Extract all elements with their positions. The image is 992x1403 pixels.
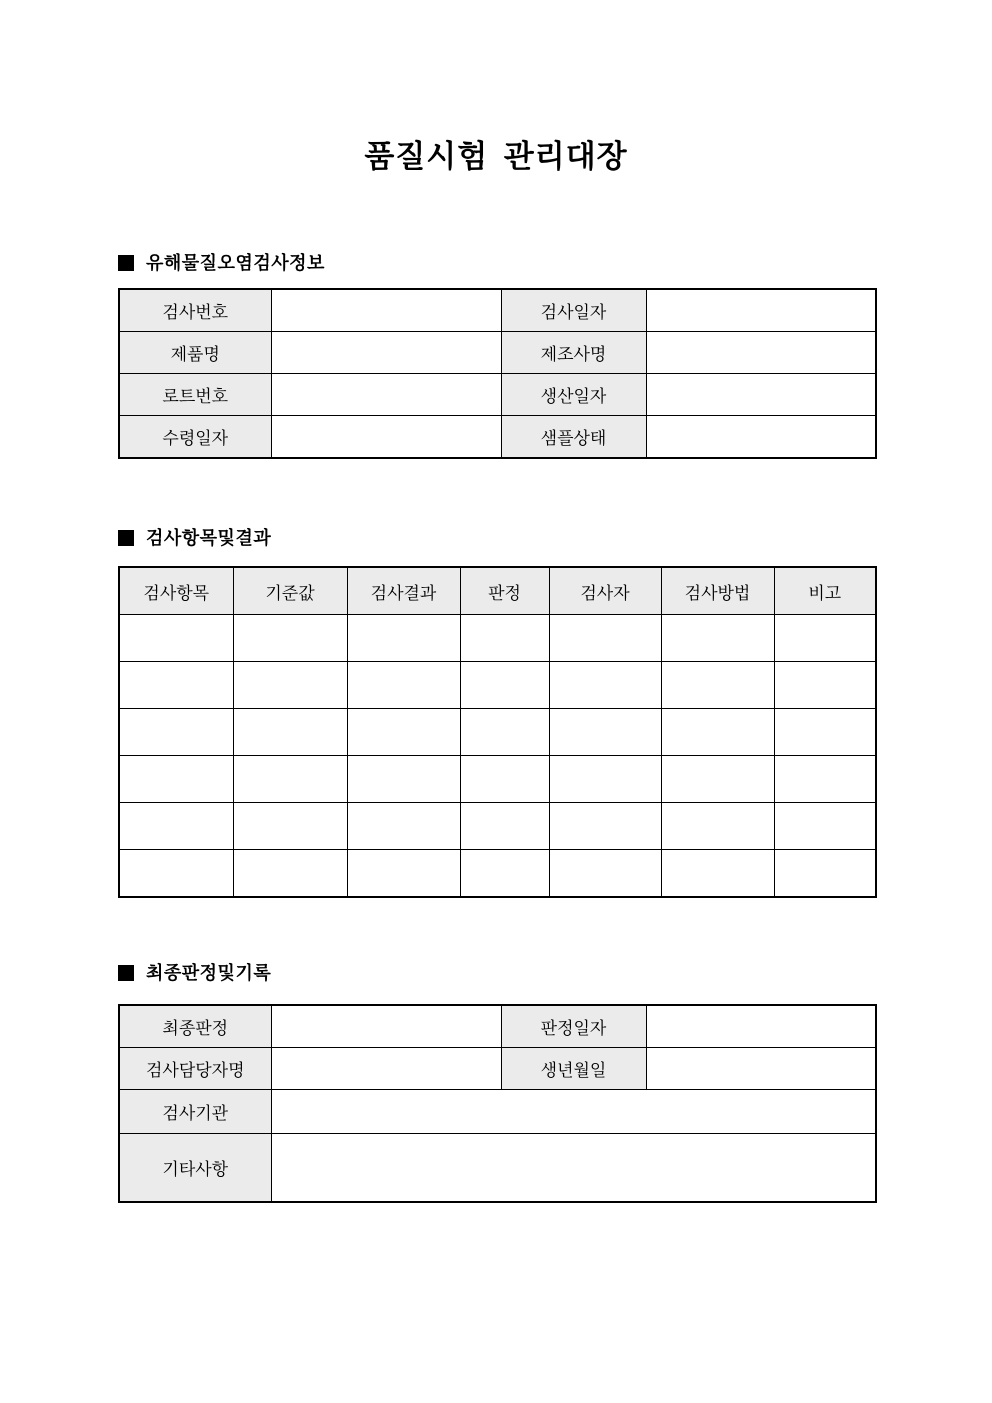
result-cell[interactable] — [347, 662, 460, 709]
result-cell[interactable] — [119, 756, 233, 803]
final-judgment-value-cell[interactable] — [271, 1005, 501, 1048]
result-cell[interactable] — [233, 709, 347, 756]
result-cell[interactable] — [233, 615, 347, 662]
square-bullet-icon — [118, 530, 134, 546]
table-row — [119, 332, 876, 374]
result-cell[interactable] — [233, 803, 347, 850]
column-header-inspector: 검사자 — [549, 567, 661, 615]
result-cell[interactable] — [347, 709, 460, 756]
result-cell[interactable] — [233, 662, 347, 709]
lot-number-value-cell[interactable] — [271, 374, 501, 416]
section-heading-final-judgment — [118, 962, 271, 984]
result-cell[interactable] — [661, 850, 774, 898]
manufacturer-name-label: 제조사명 — [501, 332, 646, 374]
result-cell[interactable] — [549, 709, 661, 756]
column-header-judgment: 판정 — [460, 567, 549, 615]
result-cell[interactable] — [661, 756, 774, 803]
result-cell[interactable] — [119, 662, 233, 709]
result-cell[interactable] — [774, 850, 876, 898]
table-row — [119, 662, 876, 709]
column-header-inspection-method: 검사방법 — [661, 567, 774, 615]
result-cell[interactable] — [460, 615, 549, 662]
square-bullet-icon — [118, 255, 134, 271]
table-row — [119, 1048, 876, 1090]
birth-date-value-cell[interactable] — [646, 1048, 876, 1090]
column-header-remarks: 비고 — [774, 567, 876, 615]
result-cell[interactable] — [774, 756, 876, 803]
product-name-value-cell[interactable] — [271, 332, 501, 374]
result-cell[interactable] — [460, 756, 549, 803]
result-cell[interactable] — [119, 615, 233, 662]
inspector-name-value-cell[interactable] — [271, 1048, 501, 1090]
result-cell[interactable] — [119, 850, 233, 898]
section-heading-inspection-results — [118, 527, 271, 549]
judgment-date-value-cell[interactable] — [646, 1005, 876, 1048]
result-cell[interactable] — [549, 756, 661, 803]
result-cell[interactable] — [119, 803, 233, 850]
table-row — [119, 1005, 876, 1048]
inspection-number-label: 검사번호 — [119, 289, 271, 332]
lot-number-label: 로트번호 — [119, 374, 271, 416]
result-cell[interactable] — [119, 709, 233, 756]
inspection-date-value-cell[interactable] — [646, 289, 876, 332]
result-cell[interactable] — [549, 615, 661, 662]
manufacturer-name-value-cell[interactable] — [646, 332, 876, 374]
production-date-value-cell[interactable] — [646, 374, 876, 416]
result-cell[interactable] — [661, 615, 774, 662]
results-header-row — [119, 567, 876, 615]
result-cell[interactable] — [661, 803, 774, 850]
final-judgment-label: 최종판정 — [119, 1005, 271, 1048]
result-cell[interactable] — [347, 803, 460, 850]
final-judgment-table — [118, 1004, 877, 1203]
production-date-label: 생산일자 — [501, 374, 646, 416]
inspection-results-table — [118, 566, 877, 898]
result-cell[interactable] — [460, 850, 549, 898]
result-cell[interactable] — [347, 756, 460, 803]
table-row — [119, 756, 876, 803]
table-row — [119, 615, 876, 662]
result-cell[interactable] — [774, 615, 876, 662]
table-row — [119, 803, 876, 850]
table-row — [119, 709, 876, 756]
result-cell[interactable] — [774, 709, 876, 756]
section-heading-contamination-info — [118, 252, 325, 274]
result-cell[interactable] — [233, 756, 347, 803]
birth-date-label: 생년월일 — [501, 1048, 646, 1090]
section-heading-text: 검사항목및결과 — [146, 528, 272, 548]
column-header-inspection-result: 검사결과 — [347, 567, 460, 615]
square-bullet-icon — [118, 965, 134, 981]
table-row — [119, 289, 876, 332]
section-heading-text: 유해물질오염검사정보 — [146, 253, 325, 273]
table-row — [119, 1134, 876, 1203]
inspection-agency-label: 검사기관 — [119, 1090, 271, 1134]
section-heading-text: 최종판정및기록 — [146, 963, 272, 983]
contamination-info-table — [118, 288, 877, 459]
result-cell[interactable] — [774, 662, 876, 709]
sample-condition-value-cell[interactable] — [646, 416, 876, 459]
result-cell[interactable] — [549, 803, 661, 850]
result-cell[interactable] — [549, 850, 661, 898]
other-notes-label: 기타사항 — [119, 1134, 271, 1203]
result-cell[interactable] — [347, 615, 460, 662]
table-row — [119, 416, 876, 459]
result-cell[interactable] — [460, 803, 549, 850]
judgment-date-label: 판정일자 — [501, 1005, 646, 1048]
inspection-agency-value-cell[interactable] — [271, 1090, 876, 1134]
result-cell[interactable] — [549, 662, 661, 709]
receipt-date-value-cell[interactable] — [271, 416, 501, 459]
result-cell[interactable] — [347, 850, 460, 898]
column-header-standard-value: 기준값 — [233, 567, 347, 615]
product-name-label: 제품명 — [119, 332, 271, 374]
sample-condition-label: 샘플상태 — [501, 416, 646, 459]
result-cell[interactable] — [460, 662, 549, 709]
result-cell[interactable] — [774, 803, 876, 850]
table-row — [119, 374, 876, 416]
result-cell[interactable] — [661, 662, 774, 709]
result-cell[interactable] — [460, 709, 549, 756]
result-cell[interactable] — [661, 709, 774, 756]
receipt-date-label: 수령일자 — [119, 416, 271, 459]
document-title: 품질시험 관리대장 — [364, 139, 628, 174]
other-notes-value-cell[interactable] — [271, 1134, 876, 1203]
inspection-number-value-cell[interactable] — [271, 289, 501, 332]
table-row — [119, 1090, 876, 1134]
inspection-date-label: 검사일자 — [501, 289, 646, 332]
result-cell[interactable] — [233, 850, 347, 898]
column-header-inspection-item: 검사항목 — [119, 567, 233, 615]
table-row — [119, 850, 876, 898]
inspector-name-label: 검사담당자명 — [119, 1048, 271, 1090]
